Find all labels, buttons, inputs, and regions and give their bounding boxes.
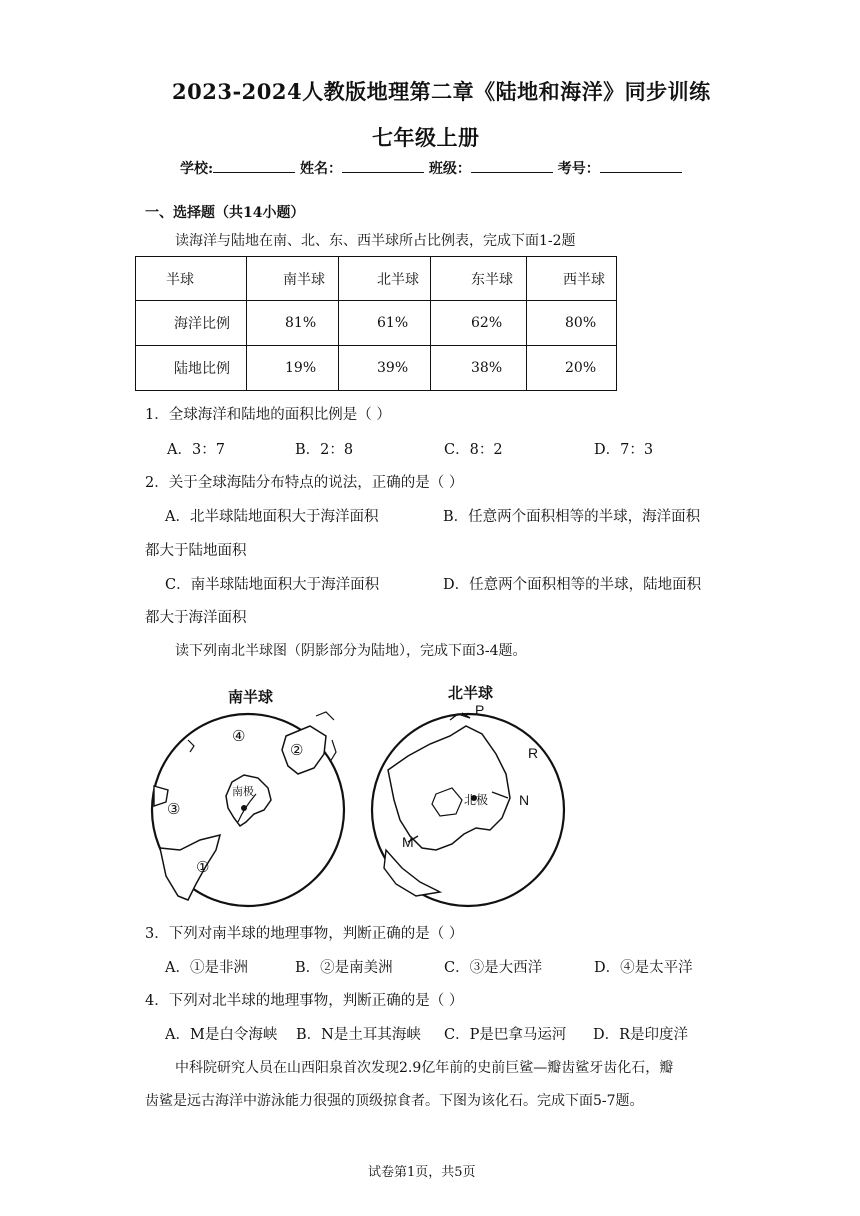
name-label: 姓名：	[300, 161, 343, 177]
question-3-stem: 3．下列对南半球的地理事物，判断正确的是（ ）	[145, 926, 464, 942]
intro-3-line-2: 齿鲨是远古海洋中游泳能力很强的顶级掠食者。下图为该化石。完成下面5-7题。	[145, 1093, 644, 1109]
class-blank[interactable]	[471, 158, 553, 173]
table-cell: 海洋比例	[136, 301, 247, 346]
marker-1: ①	[196, 858, 210, 876]
q1-option-d[interactable]: D．7：3	[594, 442, 654, 458]
question-4-stem: 4．下列对北半球的地理事物，判断正确的是（ ）	[145, 993, 464, 1009]
table-header-row	[136, 257, 617, 301]
school-label: 学校:	[180, 161, 214, 177]
q3-option-c[interactable]: C．③是大西洋	[444, 960, 543, 976]
student-info-line	[180, 158, 682, 178]
school-blank[interactable]	[213, 158, 295, 173]
letter-p: P	[475, 702, 485, 718]
page-title: 2023-2024人教版地理第二章《陆地和海洋》同步训练	[172, 79, 711, 104]
name-blank[interactable]	[342, 158, 424, 173]
table-cell: 61%	[339, 301, 431, 346]
north-hemisphere-map	[372, 713, 564, 906]
q2-option-a[interactable]: A．北半球陆地面积大于海洋面积	[165, 509, 379, 525]
page-footer: 试卷第1页，共5页	[368, 1165, 476, 1180]
q2-option-b-cont: 都大于陆地面积	[145, 543, 247, 559]
q3-option-a[interactable]: A．①是非洲	[165, 960, 248, 976]
table-cell: 62%	[431, 301, 527, 346]
q4-option-d[interactable]: D．R是印度洋	[593, 1027, 689, 1043]
ratio-table	[135, 256, 617, 391]
hemisphere-maps	[140, 700, 740, 920]
intro-1: 读海洋与陆地在南、北、东、西半球所占比例表，完成下面1-2题	[175, 233, 576, 249]
north-hemisphere-title: 北半球	[448, 685, 494, 702]
marker-2: ②	[290, 741, 304, 759]
section-heading: 一、选择题（共14小题）	[145, 205, 305, 221]
table-row	[136, 301, 617, 346]
table-header-cell: 东半球	[431, 257, 527, 301]
table-cell: 80%	[527, 301, 617, 346]
q1-option-b[interactable]: B．2：8	[295, 442, 354, 458]
letter-m: M	[402, 834, 414, 850]
marker-4: ④	[232, 727, 246, 745]
question-2-stem: 2．关于全球海陆分布特点的说法，正确的是（ ）	[145, 475, 464, 491]
north-pole-label: 北极	[464, 793, 489, 807]
q4-option-c[interactable]: C．P是巴拿马运河	[444, 1027, 567, 1043]
letter-r: R	[528, 745, 539, 761]
table-cell: 20%	[527, 346, 617, 391]
table-row	[136, 346, 617, 391]
table-cell: 39%	[339, 346, 431, 391]
q1-option-a[interactable]: A．3：7	[167, 442, 225, 458]
table-header-cell: 北半球	[339, 257, 431, 301]
intro-3-line-1: 中科院研究人员在山西阳泉首次发现2.9亿年前的史前巨鲨—瓣齿鲨牙齿化石，瓣	[175, 1060, 674, 1076]
class-label: 班级：	[428, 161, 471, 177]
table-header-cell: 半球	[136, 257, 247, 301]
table-cell: 81%	[247, 301, 339, 346]
table-cell: 陆地比例	[136, 346, 247, 391]
q1-option-c[interactable]: C．8：2	[444, 442, 503, 458]
q2-option-d-cont: 都大于海洋面积	[145, 610, 247, 626]
table-cell: 19%	[247, 346, 339, 391]
south-hemisphere-title: 南半球	[228, 689, 274, 706]
q2-option-b[interactable]: B．任意两个面积相等的半球，海洋面积	[443, 509, 701, 525]
page-subtitle: 七年级上册	[372, 125, 480, 150]
q4-option-a[interactable]: A．M是白令海峡	[165, 1027, 278, 1043]
q3-option-d[interactable]: D．④是太平洋	[594, 960, 693, 976]
q4-option-b[interactable]: B．N是土耳其海峡	[296, 1027, 421, 1043]
q3-option-b[interactable]: B．②是南美洲	[295, 960, 393, 976]
exam-no-label: 考号：	[557, 161, 600, 177]
marker-3: ③	[167, 800, 181, 818]
south-hemisphere-map	[152, 712, 344, 906]
table-header-cell: 南半球	[247, 257, 339, 301]
table-header-cell: 西半球	[527, 257, 617, 301]
q2-option-c[interactable]: C．南半球陆地面积大于海洋面积	[165, 577, 380, 593]
exam-no-blank[interactable]	[600, 158, 682, 173]
question-1-stem: 1．全球海洋和陆地的面积比例是（ ）	[145, 407, 391, 423]
intro-2: 读下列南北半球图（阴影部分为陆地），完成下面3-4题。	[175, 643, 527, 659]
letter-n: N	[519, 792, 530, 808]
south-pole-label: 南极	[232, 786, 254, 798]
q2-option-d[interactable]: D．任意两个面积相等的半球，陆地面积	[443, 577, 702, 593]
table-cell: 38%	[431, 346, 527, 391]
